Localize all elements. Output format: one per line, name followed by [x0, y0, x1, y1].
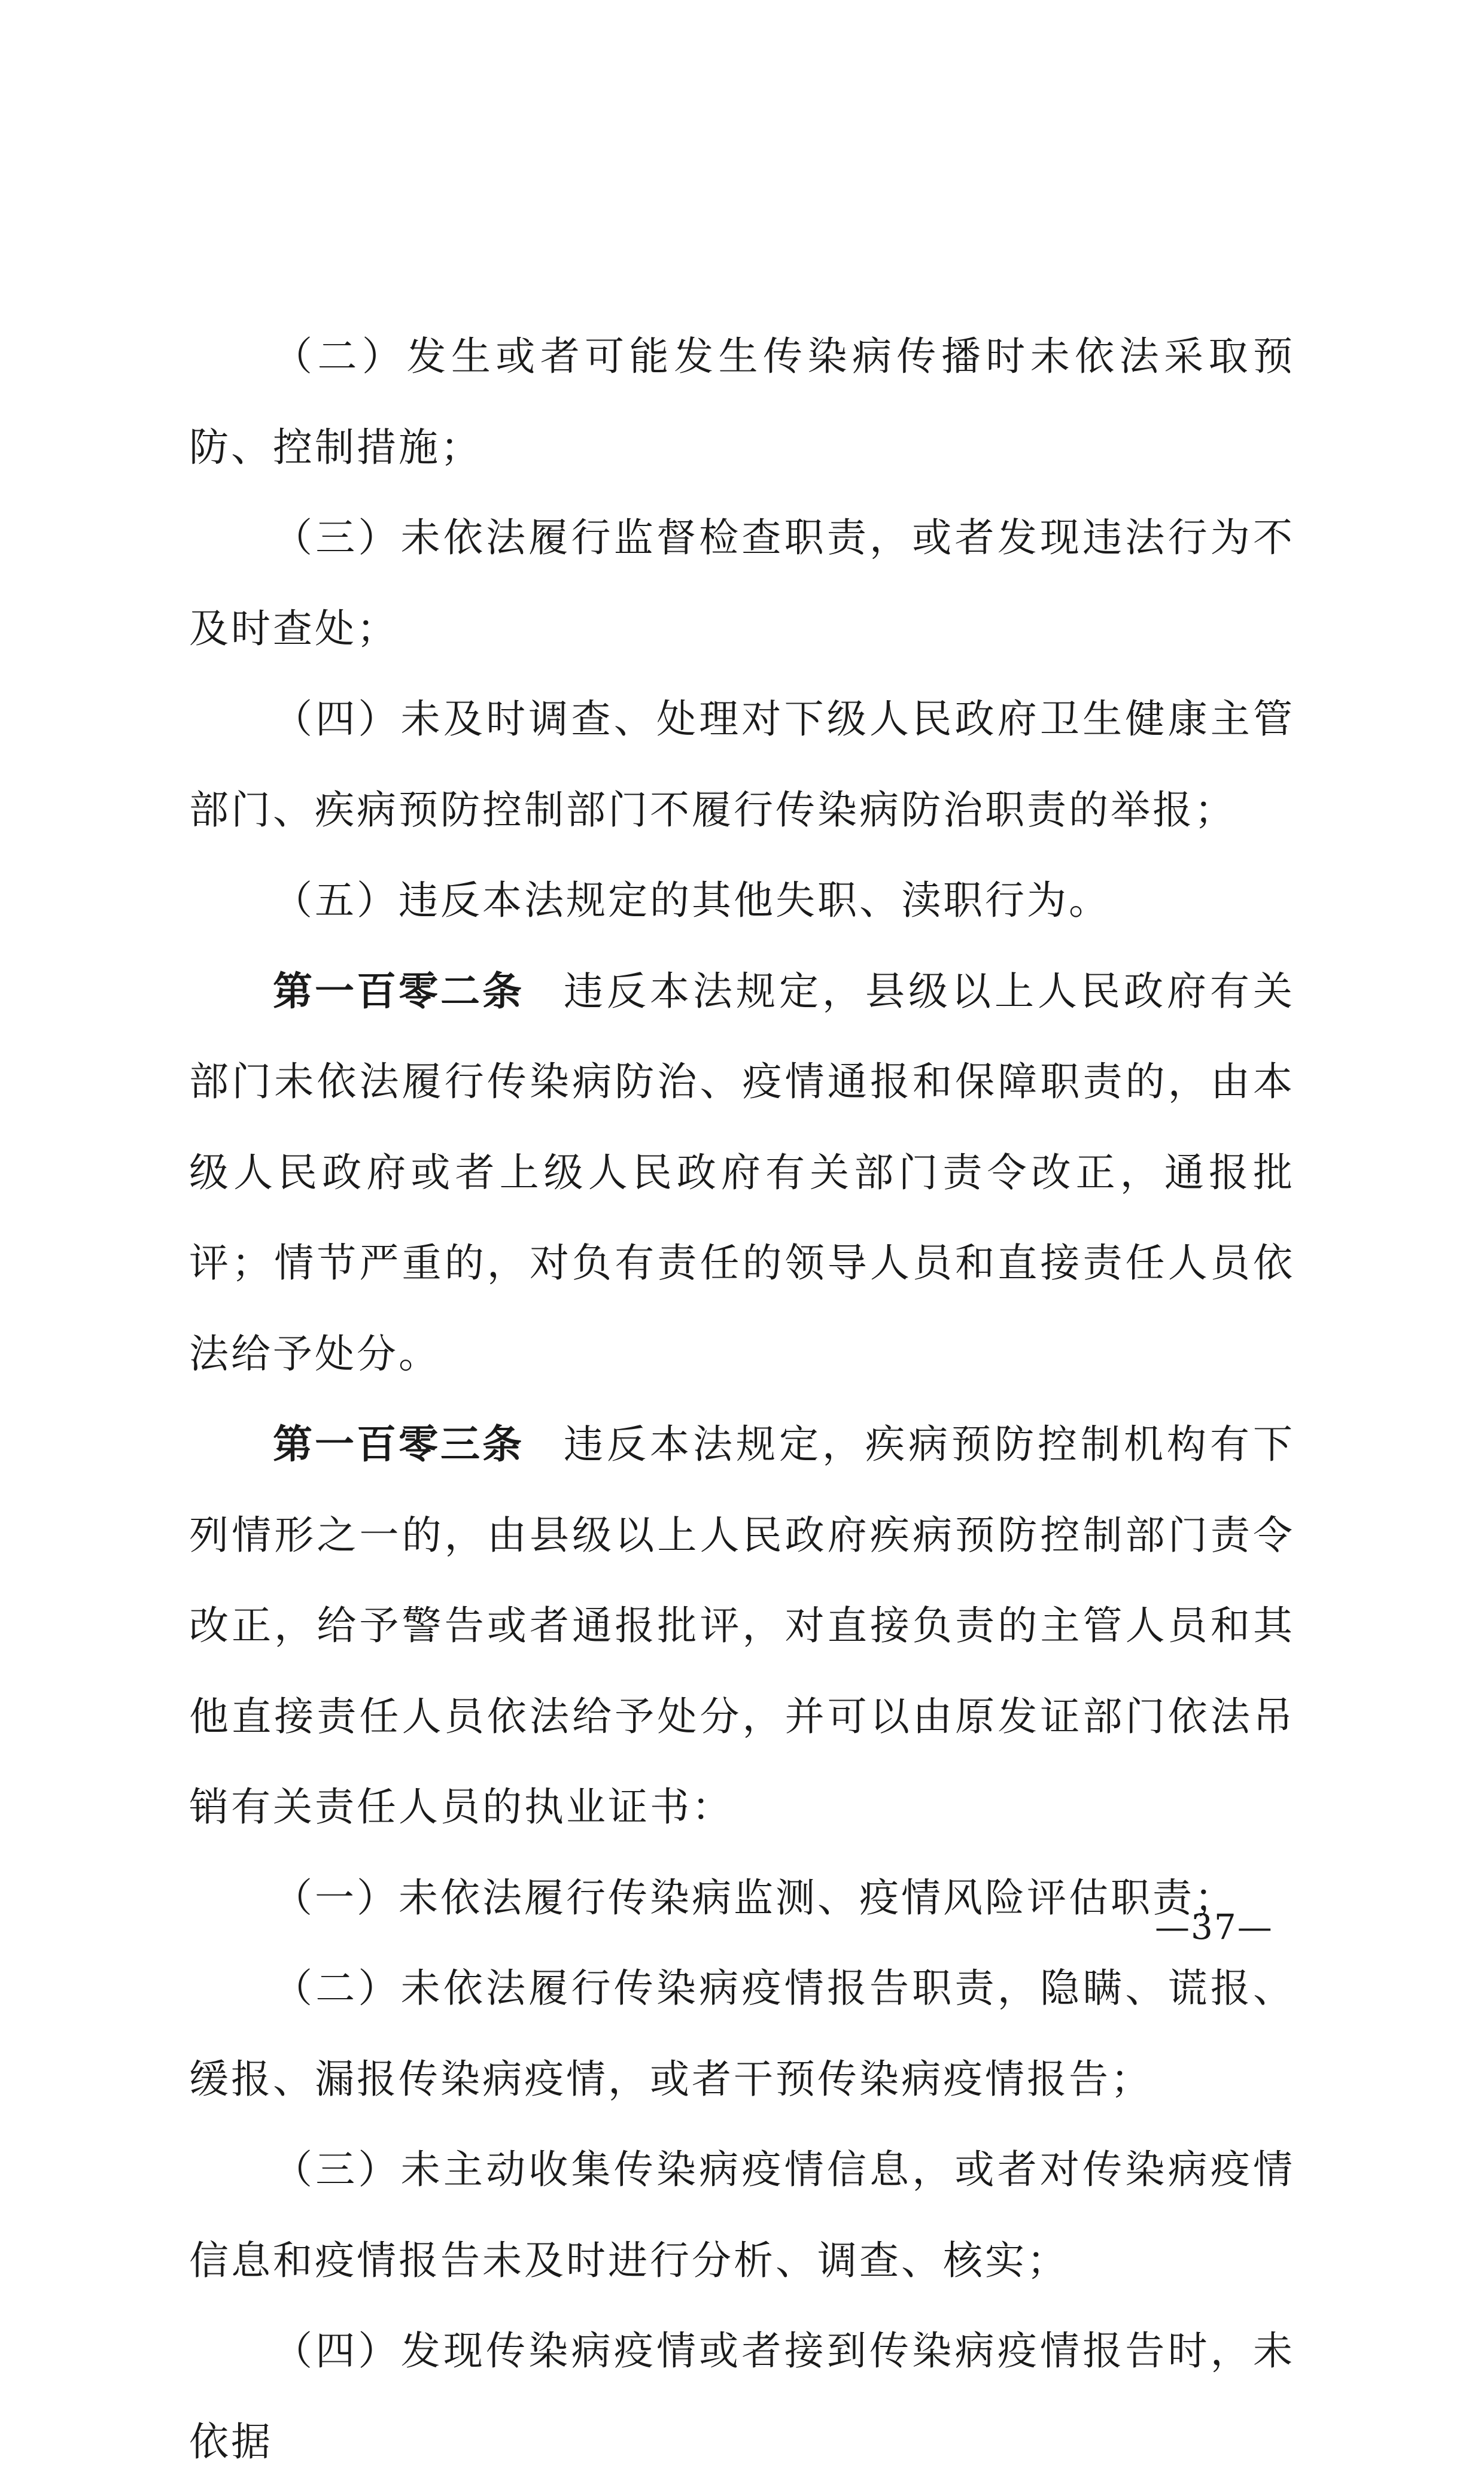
- article-103-item-2: [189, 1943, 1295, 2124]
- clause-text: （四）发现传染病疫情或者接到传染病疫情报告时，未依据: [189, 2328, 1295, 2465]
- article-103-item-4: [189, 2306, 1295, 2487]
- article-102-paragraph: [189, 946, 1295, 1400]
- clause-text: （三）未主动收集传染病疫情信息，或者对传染病疫情信息和疫情报告未及时进行分析、调查、核实；: [189, 2147, 1295, 2284]
- article-103-heading: 第一百零三条: [273, 1421, 524, 1467]
- article-103-paragraph: [189, 1399, 1295, 1853]
- article-103-text: 违反本法规定，疾病预防控制机构有下列情形之一的，由县级以上人民政府疾病预防控制部门责令改正，给予警告或者通报批评，对直接负责的主管人员和其他直接责任人员依法给予处分，并可以由原发证部门依法吊销有关责任人员的执业证书：: [189, 1421, 1295, 1830]
- clause-text: （二）未依法履行传染病疫情报告职责，隐瞒、谎报、缓报、漏报传染病疫情，或者干预传染病疫情报告；: [189, 1965, 1295, 2102]
- article-103-item-1: [189, 1853, 1295, 1944]
- clause-4-paragraph: [189, 674, 1295, 855]
- clause-text: （三）未依法履行监督检查职责，或者发现违法行为不及时查处；: [189, 515, 1295, 652]
- clause-5-paragraph: [189, 855, 1295, 946]
- clause-text: （一）未依法履行传染病监测、疫情风险评估职责；: [273, 1874, 1236, 1921]
- page-number: —37—: [1155, 1907, 1273, 1947]
- article-102-text: 违反本法规定，县级以上人民政府有关部门未依法履行传染病防治、疫情通报和保障职责的，由本级人民政府或者上级人民政府有关部门责令改正，通报批评；情节严重的，对负有责任的领导人员和直接责任人员依法给予处分。: [189, 968, 1295, 1377]
- article-103-item-3: [189, 2124, 1295, 2306]
- clause-text: （五）违反本法规定的其他失职、渎职行为。: [273, 877, 1111, 923]
- clause-2-paragraph: [189, 311, 1295, 492]
- clause-text: （二）发生或者可能发生传染病传播时未依法采取预防、控制措施；: [189, 333, 1295, 470]
- document-body: [189, 311, 1295, 2487]
- clause-3-paragraph: [189, 492, 1295, 674]
- clause-text: （四）未及时调查、处理对下级人民政府卫生健康主管部门、疾病预防控制部门不履行传染病防治职责的举报；: [189, 696, 1295, 833]
- article-102-heading: 第一百零二条: [273, 968, 524, 1014]
